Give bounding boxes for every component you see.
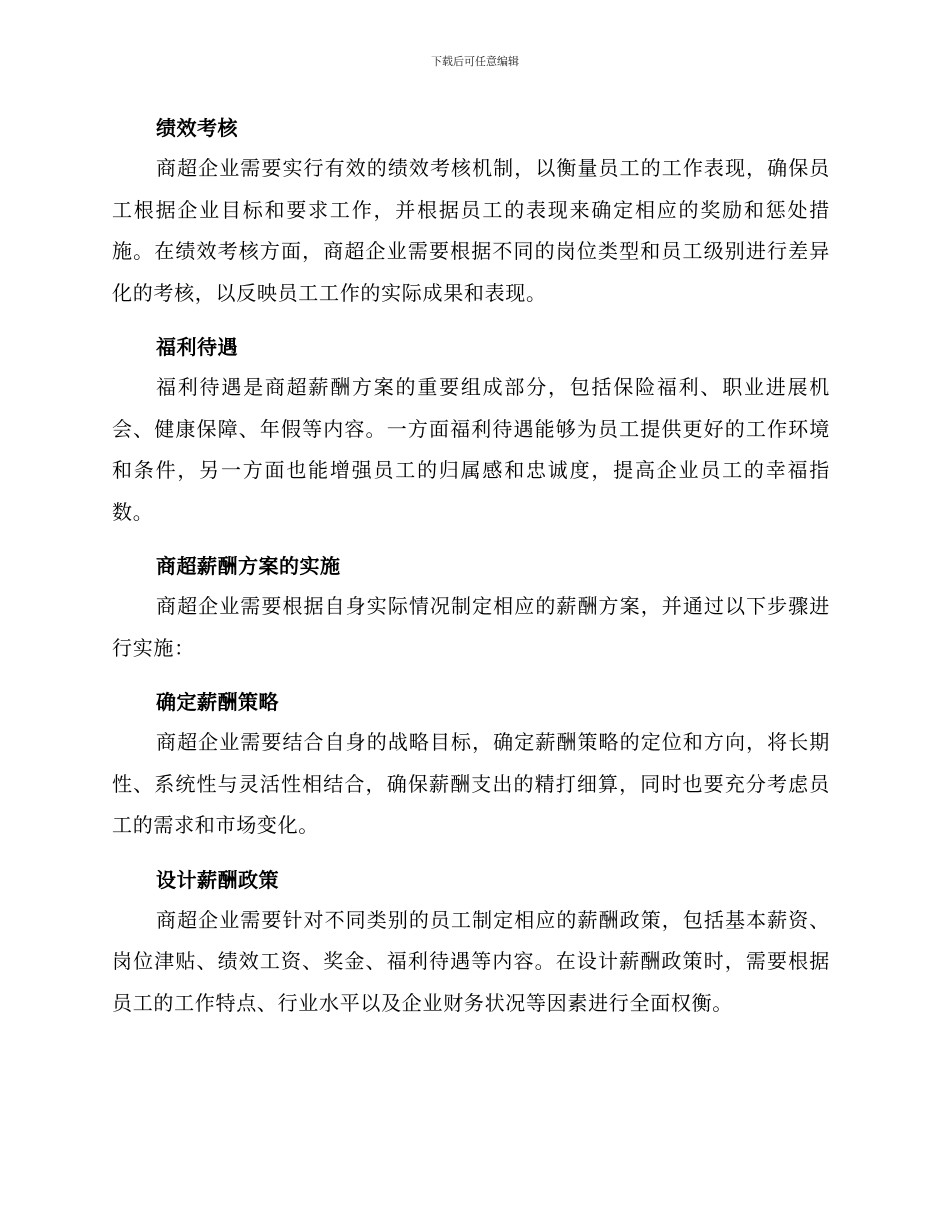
section-heading-strategy: 确定薪酬策略 bbox=[156, 690, 279, 714]
section-paragraph-policy: 商超企业需要针对不同类别的员工制定相应的薪酬政策，包括基本薪资、岗位津贴、绩效工资、奖金、福利待遇等内容。在设计薪酬政策时，需要根据员工的工作特点、行业水平以及企业财务状况等因素进行全面权衡。 bbox=[112, 907, 830, 1015]
page-header-note: 下载后可任意编辑 bbox=[431, 55, 519, 68]
section-heading-benefits: 福利待遇 bbox=[156, 335, 238, 359]
section-heading-performance: 绩效考核 bbox=[156, 116, 238, 140]
section-paragraph-implementation: 商超企业需要根据自身实际情况制定相应的薪酬方案，并通过以下步骤进行实施： bbox=[112, 594, 830, 660]
section-paragraph-performance: 商超企业需要实行有效的绩效考核机制，以衡量员工的工作表现，确保员工根据企业目标和要求工作，并根据员工的表现来确定相应的奖励和惩处措施。在绩效考核方面，商超企业需要根据不同的岗位类型和员工级别进行差异化的考核，以反映员工工作的实际成果和表现。 bbox=[112, 156, 830, 305]
document-body bbox=[112, 108, 830, 1037]
section-paragraph-benefits: 福利待遇是商超薪酬方案的重要组成部分，包括保险福利、职业进展机会、健康保障、年假等内容。一方面福利待遇能够为员工提供更好的工作环境和条件，另一方面也能增强员工的归属感和忠诚度，提高企业员工的幸福指数。 bbox=[112, 375, 830, 524]
section-heading-policy: 设计薪酬政策 bbox=[156, 867, 279, 892]
section-heading-implementation: 商超薪酬方案的实施 bbox=[156, 554, 341, 578]
section-paragraph-strategy: 商超企业需要结合自身的战略目标，确定薪酬策略的定位和方向，将长期性、系统性与灵活性相结合，确保薪酬支出的精打细算，同时也要充分考虑员工的需求和市场变化。 bbox=[112, 730, 830, 837]
